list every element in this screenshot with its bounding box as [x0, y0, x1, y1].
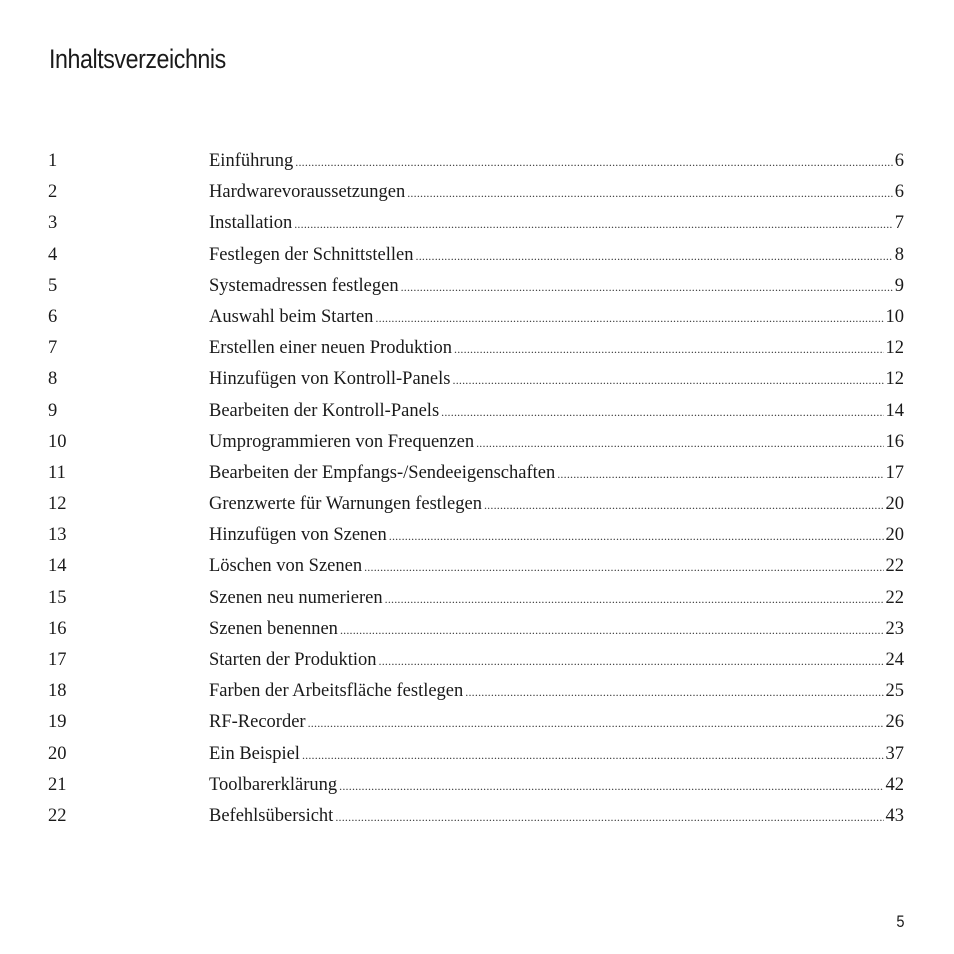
- toc-entry: [0, 520, 954, 551]
- toc-dot-leader: [389, 521, 884, 551]
- toc-dot-leader: [416, 241, 893, 271]
- toc-entry-line: [209, 177, 904, 208]
- toc-page-number: 42: [885, 774, 904, 795]
- toc-page-number: 8: [894, 244, 904, 265]
- toc-page-number: 22: [885, 556, 904, 577]
- toc-page-number: 17: [885, 462, 904, 483]
- toc-dot-leader: [465, 677, 883, 707]
- toc-dot-leader: [454, 334, 883, 364]
- toc-entry-line: [209, 614, 904, 645]
- toc-dot-leader: [385, 584, 884, 614]
- toc-chapter-title: Farben der Arbeitsfläche festlegen: [209, 681, 464, 702]
- toc-entry: [0, 770, 954, 801]
- toc-chapter-number: 17: [48, 650, 67, 670]
- toc-chapter-number: 9: [48, 400, 58, 421]
- toc-entry-line: [209, 707, 904, 738]
- toc-chapter-title: RF-Recorder: [209, 712, 306, 733]
- toc-chapter-number: 11: [48, 462, 66, 483]
- toc-page-number: 12: [885, 369, 904, 390]
- toc-entry-line: [209, 458, 904, 489]
- toc-page-number: 6: [894, 151, 904, 171]
- toc-page-number: 26: [885, 712, 904, 733]
- toc-chapter-number: 20: [48, 743, 67, 764]
- toc-chapter-number: 5: [48, 275, 58, 296]
- toc-chapter-title: Hinzufügen von Szenen: [209, 525, 387, 546]
- toc-dot-leader: [295, 147, 892, 177]
- toc-entry-line: [209, 770, 904, 801]
- toc-chapter-title: Bearbeiten der Empfangs-/Sendeeigenschaften: [209, 462, 556, 483]
- toc-entry-line: [209, 396, 904, 427]
- toc-chapter-title: Auswahl beim Starten: [209, 306, 374, 327]
- toc-page-number: 25: [885, 681, 904, 702]
- toc-dot-leader: [340, 615, 884, 645]
- toc-entry-line: [209, 739, 904, 770]
- toc-entry: [0, 271, 954, 302]
- toc-dot-leader: [441, 397, 883, 427]
- toc-entry: [0, 707, 954, 738]
- toc-chapter-number: 19: [48, 712, 67, 733]
- toc-chapter-title: Einführung: [209, 151, 294, 171]
- toc-chapter-title: Grenzwerte für Warnungen festlegen: [209, 494, 482, 515]
- toc-entry: [0, 458, 954, 489]
- toc-dot-leader: [407, 178, 893, 208]
- toc-chapter-number: 21: [48, 774, 67, 795]
- toc-chapter-title: Hardwarevoraussetzungen: [209, 182, 406, 203]
- toc-chapter-number: 6: [48, 306, 58, 327]
- toc-entry: [0, 583, 954, 614]
- toc-entry: [0, 614, 954, 645]
- toc-entry-line: [209, 271, 904, 302]
- toc-entry: [0, 208, 954, 239]
- toc-entry-line: [209, 551, 904, 582]
- toc-dot-leader: [401, 272, 893, 302]
- toc-page-number: 20: [885, 494, 904, 515]
- toc-chapter-number: 8: [48, 369, 58, 390]
- toc-chapter-title: Erstellen einer neuen Produktion: [209, 338, 453, 359]
- toc-entry-line: [209, 583, 904, 614]
- toc-page-number: 20: [885, 525, 904, 546]
- toc-chapter-number: 18: [48, 681, 67, 702]
- toc-dot-leader: [308, 708, 884, 738]
- toc-entry: [0, 427, 954, 458]
- toc-chapter-title: Befehlsübersicht: [209, 805, 334, 826]
- toc-chapter-number: 1: [48, 151, 58, 171]
- toc-entry: [0, 333, 954, 364]
- toc-page-number: 37: [885, 743, 904, 764]
- toc-chapter-title: Installation: [209, 213, 293, 234]
- toc-chapter-title: Umprogrammieren von Frequenzen: [209, 431, 475, 452]
- toc-dot-leader: [375, 303, 883, 333]
- toc-page-number: 23: [885, 618, 904, 639]
- toc-page-number: 22: [885, 587, 904, 608]
- page-number: 5: [895, 912, 904, 931]
- toc-dot-leader: [484, 490, 884, 520]
- toc-dot-leader: [364, 552, 883, 582]
- toc-chapter-number: 16: [48, 618, 67, 639]
- toc-page-number: 12: [885, 338, 904, 359]
- toc-chapter-title: Hinzufügen von Kontroll-Panels: [209, 369, 451, 390]
- toc-entry: [0, 489, 954, 520]
- toc-entry: [0, 177, 954, 208]
- toc-chapter-number: 12: [48, 494, 67, 515]
- toc-chapter-number: 15: [48, 587, 67, 608]
- toc-page-number: 14: [885, 400, 904, 421]
- toc-entry-line: [209, 240, 904, 271]
- toc-chapter-number: 10: [48, 431, 67, 452]
- toc-dot-leader: [339, 771, 883, 801]
- toc-chapter-number: 7: [48, 338, 58, 359]
- toc-page-number: 24: [885, 650, 904, 670]
- toc-dot-leader: [302, 740, 884, 770]
- toc-entry-line: [209, 801, 904, 832]
- toc-chapter-title: Ein Beispiel: [209, 743, 300, 764]
- toc-entry-line: [209, 676, 904, 707]
- toc-chapter-title: Systemadressen festlegen: [209, 275, 399, 296]
- toc-entry-line: [209, 146, 904, 177]
- toc-entry: [0, 302, 954, 333]
- toc-dot-leader: [453, 365, 884, 395]
- toc-entry: [0, 551, 954, 582]
- toc-dot-leader: [379, 646, 884, 676]
- toc-entry-line: [209, 520, 904, 551]
- toc-chapter-title: Festlegen der Schnittstellen: [209, 244, 414, 265]
- toc-entry: [0, 146, 954, 177]
- toc-entry: [0, 801, 954, 832]
- toc-chapter-title: Starten der Produktion: [209, 650, 377, 670]
- toc-chapter-number: 3: [48, 213, 58, 234]
- toc-entry-line: [209, 645, 904, 676]
- toc-entry-line: [209, 489, 904, 520]
- toc-dot-leader: [557, 459, 883, 489]
- toc-entry: [0, 739, 954, 770]
- table-of-contents: [0, 146, 954, 832]
- toc-chapter-number: 13: [48, 525, 67, 546]
- toc-entry: [0, 396, 954, 427]
- toc-page-number: 43: [885, 805, 904, 826]
- toc-dot-leader: [294, 209, 893, 239]
- toc-page-number: 16: [885, 431, 904, 452]
- toc-entry-line: [209, 302, 904, 333]
- toc-chapter-title: Löschen von Szenen: [209, 556, 363, 577]
- toc-page-number: 7: [894, 213, 904, 234]
- toc-entry-line: [209, 427, 904, 458]
- toc-entry-line: [209, 208, 904, 239]
- toc-chapter-number: 22: [48, 805, 67, 826]
- toc-chapter-title: Bearbeiten der Kontroll-Panels: [209, 400, 440, 421]
- toc-chapter-title: Toolbarerklärung: [209, 774, 338, 795]
- toc-page-number: 10: [885, 306, 904, 327]
- toc-chapter-number: 14: [48, 556, 67, 577]
- toc-page-number: 9: [894, 275, 904, 296]
- toc-dot-leader: [476, 428, 883, 458]
- toc-chapter-title: Szenen neu numerieren: [209, 587, 383, 608]
- page-title: Inhaltsverzeichnis: [49, 44, 226, 74]
- toc-entry-line: [209, 364, 904, 395]
- toc-entry: [0, 676, 954, 707]
- toc-entry: [0, 240, 954, 271]
- toc-page-number: 6: [894, 182, 904, 203]
- toc-dot-leader: [335, 802, 883, 832]
- toc-entry-line: [209, 333, 904, 364]
- toc-entry: [0, 645, 954, 676]
- toc-entry: [0, 364, 954, 395]
- toc-chapter-number: 4: [48, 244, 58, 265]
- toc-chapter-title: Szenen benennen: [209, 618, 338, 639]
- toc-chapter-number: 2: [48, 182, 58, 203]
